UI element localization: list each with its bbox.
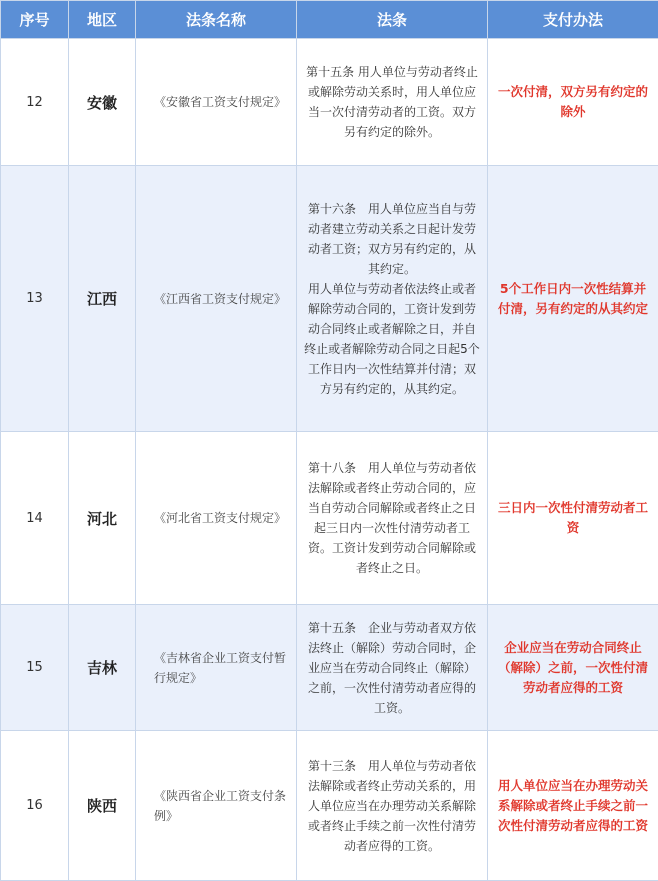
cell-seq: 12 bbox=[1, 39, 69, 166]
cell-article bbox=[297, 166, 488, 432]
cell-region: 安徽 bbox=[69, 39, 136, 166]
cell-article bbox=[297, 731, 488, 881]
article-paragraph: 第十五条 企业与劳动者双方依法终止（解除）劳动合同时，企业应当在劳动合同终止（解除）之前，一次性付清劳动者应得的工资。 bbox=[303, 618, 481, 718]
cell-seq: 15 bbox=[1, 605, 69, 731]
article-paragraph: 第十三条 用人单位与劳动者依法解除或者终止劳动关系的，用人单位应当在办理劳动关系解除或者终止手续之前一次性付清劳动者应得的工资。 bbox=[303, 756, 481, 856]
article-paragraph: 第十五条 用人单位与劳动者终止或解除劳动关系时，用人单位应当一次付清劳动者的工资。双方另有约定的除外。 bbox=[303, 62, 481, 142]
cell-payment: 用人单位应当在办理劳动关系解除或者终止手续之前一次性付清劳动者应得的工资 bbox=[488, 731, 658, 881]
header-payment: 支付办法 bbox=[488, 1, 658, 39]
article-paragraph: 第十六条 用人单位应当自与劳动者建立劳动关系之日起计发劳动者工资；双方另有约定的，从其约定。 bbox=[303, 199, 481, 279]
cell-article bbox=[297, 432, 488, 605]
cell-law-name: 《安徽省工资支付规定》 bbox=[136, 39, 297, 166]
cell-payment: 5个工作日内一次性结算并付清，另有约定的从其约定 bbox=[488, 166, 658, 432]
cell-law-name: 《陕西省企业工资支付条例》 bbox=[136, 731, 297, 881]
table-row bbox=[1, 166, 658, 432]
cell-seq: 16 bbox=[1, 731, 69, 881]
cell-payment: 一次付清，双方另有约定的除外 bbox=[488, 39, 658, 166]
article-paragraph: 第十八条 用人单位与劳动者依法解除或者终止劳动合同的，应当自劳动合同解除或者终止之日起三日内一次性付清劳动者工资。工资计发到劳动合同解除或者终止之日。 bbox=[303, 458, 481, 578]
header-region: 地区 bbox=[69, 1, 136, 39]
cell-seq: 13 bbox=[1, 166, 69, 432]
table-row bbox=[1, 432, 658, 605]
header-article: 法条 bbox=[297, 1, 488, 39]
cell-article bbox=[297, 605, 488, 731]
cell-payment: 企业应当在劳动合同终止（解除）之前，一次性付清劳动者应得的工资 bbox=[488, 605, 658, 731]
header-law-name: 法条名称 bbox=[136, 1, 297, 39]
cell-law-name: 《吉林省企业工资支付暂行规定》 bbox=[136, 605, 297, 731]
table-row bbox=[1, 605, 658, 731]
cell-region: 陕西 bbox=[69, 731, 136, 881]
cell-region: 江西 bbox=[69, 166, 136, 432]
cell-seq: 14 bbox=[1, 432, 69, 605]
cell-payment: 三日内一次性付清劳动者工资 bbox=[488, 432, 658, 605]
cell-law-name: 《河北省工资支付规定》 bbox=[136, 432, 297, 605]
cell-article bbox=[297, 39, 488, 166]
header-row bbox=[1, 1, 658, 39]
header-seq: 序号 bbox=[1, 1, 69, 39]
article-paragraph: 用人单位与劳动者依法终止或者解除劳动合同的，工资计发到劳动合同终止或者解除之日，并自终止或者解除劳动合同之日起5个工作日内一次性结算并付清；双方另有约定的，从其约定。 bbox=[303, 279, 481, 399]
cell-law-name: 《江西省工资支付规定》 bbox=[136, 166, 297, 432]
table-row bbox=[1, 731, 658, 881]
table-row bbox=[1, 39, 658, 166]
cell-region: 吉林 bbox=[69, 605, 136, 731]
cell-region: 河北 bbox=[69, 432, 136, 605]
